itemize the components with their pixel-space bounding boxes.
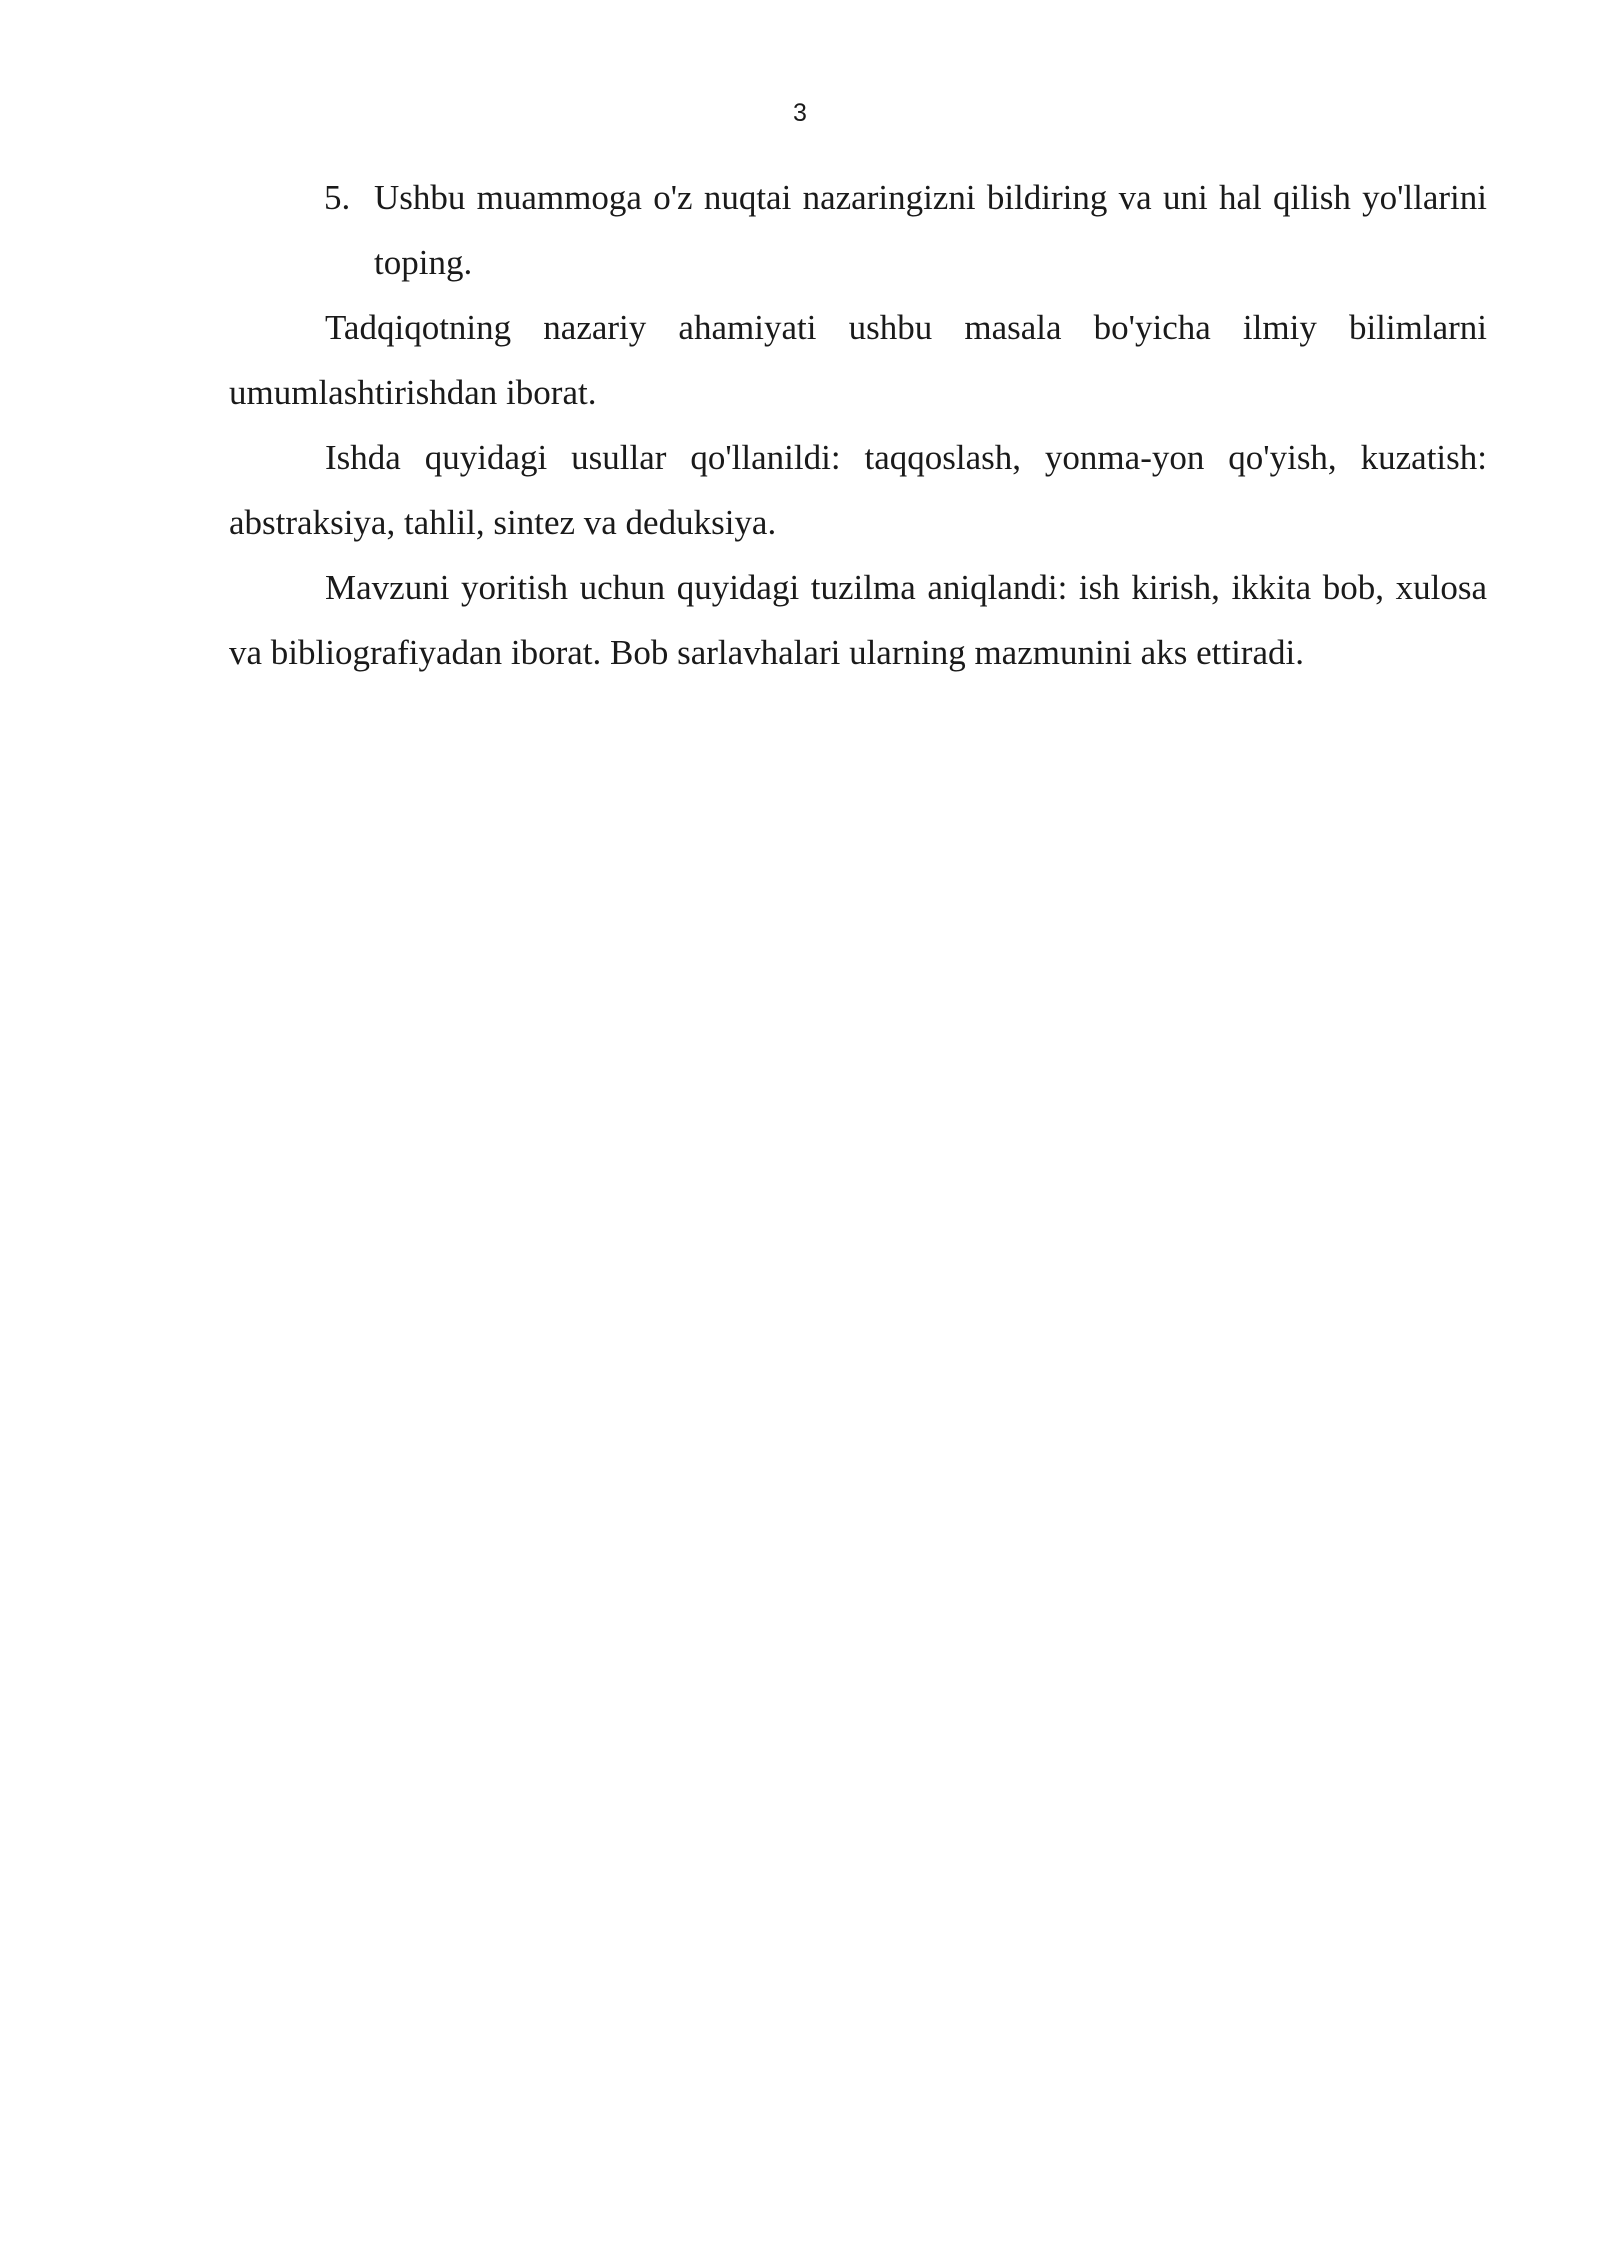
- numbered-list-item: [229, 165, 1487, 295]
- list-item-text: Ushbu muammoga o'z nuqtai nazaringizni bildiring va uni hal qilish yo'llarini toping.: [374, 178, 1487, 282]
- list-item-marker: 5.: [324, 178, 351, 217]
- paragraph-structure: Mavzuni yoritish uchun quyidagi tuzilma aniqlandi: ish kirish, ikkita bob, xulosa va bibliografiyadan iborat. Bob sarlavhalari ularning mazmunini aks ettiradi.: [229, 568, 1487, 672]
- page-body: [229, 165, 1487, 685]
- page-number: 3: [793, 99, 807, 127]
- paragraph-theoretical-significance: Tadqiqotning nazariy ahamiyati ushbu masala bo'yicha ilmiy bilimlarni umumlashtirishdan iborat.: [229, 308, 1487, 412]
- paragraph-methods: Ishda quyidagi usullar qo'llanildi: taqqoslash, yonma-yon qo'yish, kuzatish: abstraksiya, tahlil, sintez va deduksiya.: [229, 438, 1487, 542]
